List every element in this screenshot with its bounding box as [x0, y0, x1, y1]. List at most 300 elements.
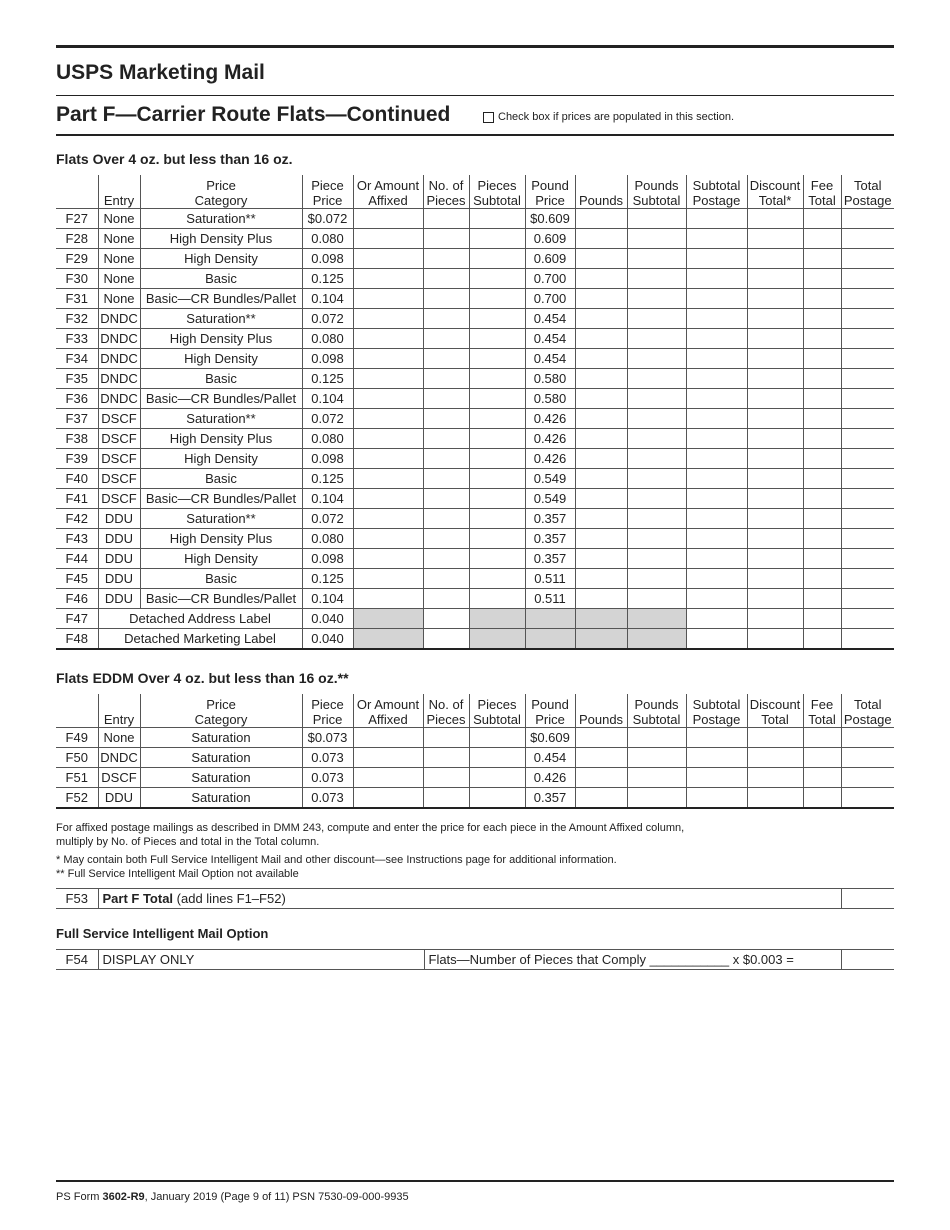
pounds-input[interactable] [575, 788, 627, 809]
amount-affixed-input[interactable] [353, 569, 423, 589]
label-category-cell: Detached Marketing Label [98, 629, 302, 650]
fee-total-input[interactable] [803, 728, 841, 748]
pieces-subtotal-input[interactable] [469, 768, 525, 788]
no-of-pieces-input[interactable] [423, 509, 469, 529]
discount-total-input[interactable] [747, 569, 803, 589]
subtotal-postage-input[interactable] [686, 489, 747, 509]
pieces-subtotal-input[interactable] [469, 309, 525, 329]
piece-price-cell: $0.072 [302, 209, 353, 229]
price-category-cell: Basic [140, 569, 302, 589]
pieces-subtotal-input[interactable] [469, 489, 525, 509]
column-header: Pounds Subtotal [627, 175, 686, 209]
part-total-input[interactable] [841, 889, 894, 909]
fee-total-input[interactable] [803, 329, 841, 349]
piece-price-cell: 0.073 [302, 768, 353, 788]
pounds-input[interactable] [575, 748, 627, 768]
pound-price-cell: 0.426 [525, 409, 575, 429]
pieces-subtotal-input[interactable] [469, 289, 525, 309]
pounds-input[interactable] [575, 369, 627, 389]
entry-cell: DSCF [98, 489, 140, 509]
piece-price-cell: 0.104 [302, 589, 353, 609]
divider [56, 95, 894, 96]
subtotal-postage-input[interactable] [686, 249, 747, 269]
no-of-pieces-input[interactable] [423, 529, 469, 549]
line-number: F32 [56, 309, 98, 329]
no-of-pieces-input[interactable] [423, 768, 469, 788]
piece-price-cell: 0.080 [302, 329, 353, 349]
pieces-subtotal-input[interactable] [469, 389, 525, 409]
pounds-input[interactable] [575, 768, 627, 788]
pounds-subtotal-input[interactable] [627, 469, 686, 489]
no-of-pieces-input[interactable] [423, 429, 469, 449]
amount-affixed-input[interactable] [353, 549, 423, 569]
fee-total-input[interactable] [803, 489, 841, 509]
affixed-note-line: multiply by No. of Pieces and total in the Total column. [56, 836, 320, 848]
line-number: F43 [56, 529, 98, 549]
pound-price-cell: $0.609 [525, 728, 575, 748]
subtotal-postage-input[interactable] [686, 389, 747, 409]
total-postage-input[interactable] [841, 289, 894, 309]
discount-total-input[interactable] [747, 509, 803, 529]
no-of-pieces-input[interactable] [423, 289, 469, 309]
total-postage-input[interactable] [841, 329, 894, 349]
pounds-subtotal-input[interactable] [627, 549, 686, 569]
fee-total-input[interactable] [803, 369, 841, 389]
discount-total-input[interactable] [747, 229, 803, 249]
pieces-subtotal-input[interactable] [469, 429, 525, 449]
pounds-input[interactable] [575, 409, 627, 429]
total-postage-input[interactable] [841, 788, 894, 809]
no-of-pieces-input[interactable] [423, 309, 469, 329]
discount-total-input[interactable] [747, 409, 803, 429]
discount-total-input[interactable] [747, 629, 803, 650]
subtotal-postage-input[interactable] [686, 549, 747, 569]
entry-cell: None [98, 249, 140, 269]
fee-total-input[interactable] [803, 309, 841, 329]
shaded-cell [469, 629, 525, 650]
fee-total-input[interactable] [803, 589, 841, 609]
pounds-subtotal-input[interactable] [627, 409, 686, 429]
total-postage-input[interactable] [841, 748, 894, 768]
pounds-input[interactable] [575, 449, 627, 469]
column-header: Subtotal Postage [686, 175, 747, 209]
pieces-subtotal-input[interactable] [469, 369, 525, 389]
fee-total-input[interactable] [803, 549, 841, 569]
total-postage-input[interactable] [841, 509, 894, 529]
price-category-cell: Basic—CR Bundles/Pallet [140, 289, 302, 309]
no-of-pieces-input[interactable] [423, 748, 469, 768]
discount-total-input[interactable] [747, 489, 803, 509]
amount-affixed-input[interactable] [353, 309, 423, 329]
discount-total-input[interactable] [747, 748, 803, 768]
no-of-pieces-input[interactable] [423, 269, 469, 289]
total-postage-input[interactable] [841, 529, 894, 549]
pieces-subtotal-input[interactable] [469, 549, 525, 569]
pounds-input[interactable] [575, 209, 627, 229]
pounds-input[interactable] [575, 229, 627, 249]
subtotal-postage-input[interactable] [686, 609, 747, 629]
discount-total-input[interactable] [747, 469, 803, 489]
amount-affixed-input[interactable] [353, 329, 423, 349]
flats-table [56, 175, 894, 650]
pieces-subtotal-input[interactable] [469, 449, 525, 469]
pounds-input[interactable] [575, 529, 627, 549]
pounds-subtotal-input[interactable] [627, 329, 686, 349]
total-postage-input[interactable] [841, 549, 894, 569]
amount-affixed-input[interactable] [353, 269, 423, 289]
subtotal-postage-input[interactable] [686, 289, 747, 309]
subtotal-postage-input[interactable] [686, 529, 747, 549]
subtotal-postage-input[interactable] [686, 269, 747, 289]
no-of-pieces-input[interactable] [423, 329, 469, 349]
fee-total-input[interactable] [803, 249, 841, 269]
pieces-subtotal-input[interactable] [469, 229, 525, 249]
line-number: F47 [56, 609, 98, 629]
pounds-input[interactable] [575, 329, 627, 349]
no-of-pieces-input[interactable] [423, 469, 469, 489]
pounds-subtotal-input[interactable] [627, 369, 686, 389]
pounds-subtotal-input[interactable] [627, 209, 686, 229]
no-of-pieces-input[interactable] [423, 449, 469, 469]
pounds-input[interactable] [575, 289, 627, 309]
amount-affixed-input[interactable] [353, 369, 423, 389]
no-of-pieces-input[interactable] [423, 409, 469, 429]
pounds-subtotal-input[interactable] [627, 289, 686, 309]
total-postage-input[interactable] [841, 469, 894, 489]
amount-affixed-input[interactable] [353, 289, 423, 309]
total-postage-input[interactable] [841, 429, 894, 449]
amount-affixed-input[interactable] [353, 209, 423, 229]
amount-affixed-input[interactable] [353, 589, 423, 609]
discount-total-input[interactable] [747, 349, 803, 369]
discount-total-input[interactable] [747, 309, 803, 329]
total-postage-input[interactable] [841, 209, 894, 229]
line-number: F28 [56, 229, 98, 249]
entry-cell: None [98, 229, 140, 249]
fee-total-input[interactable] [803, 289, 841, 309]
total-postage-input[interactable] [841, 229, 894, 249]
discount-total-input[interactable] [747, 768, 803, 788]
line-number: F48 [56, 629, 98, 650]
table-row [56, 549, 894, 569]
pounds-subtotal-input[interactable] [627, 728, 686, 748]
subtotal-postage-input[interactable] [686, 329, 747, 349]
pounds-subtotal-input[interactable] [627, 529, 686, 549]
pounds-subtotal-input[interactable] [627, 309, 686, 329]
pounds-input[interactable] [575, 429, 627, 449]
no-of-pieces-input[interactable] [423, 609, 469, 629]
line-number: F54 [56, 950, 98, 970]
discount-total-input[interactable] [747, 728, 803, 748]
subtotal-postage-input[interactable] [686, 629, 747, 650]
total-postage-input[interactable] [841, 409, 894, 429]
total-postage-input[interactable] [841, 249, 894, 269]
amount-affixed-input[interactable] [353, 229, 423, 249]
subtotal-postage-input[interactable] [686, 509, 747, 529]
subtotal-postage-input[interactable] [686, 569, 747, 589]
column-header: Total Postage [841, 175, 894, 209]
piece-price-cell: 0.104 [302, 289, 353, 309]
total-postage-input[interactable] [841, 569, 894, 589]
pounds-subtotal-input[interactable] [627, 589, 686, 609]
subtotal-postage-input[interactable] [686, 309, 747, 329]
pieces-subtotal-input[interactable] [469, 728, 525, 748]
amount-affixed-input[interactable] [353, 449, 423, 469]
part-checkbox-group[interactable] [483, 111, 734, 123]
pounds-subtotal-input[interactable] [627, 449, 686, 469]
pounds-subtotal-input[interactable] [627, 429, 686, 449]
pieces-subtotal-input[interactable] [469, 788, 525, 809]
amount-affixed-input[interactable] [353, 768, 423, 788]
no-of-pieces-input[interactable] [423, 349, 469, 369]
fsim-rate: x $0.003 = [729, 952, 794, 967]
discount-total-input[interactable] [747, 529, 803, 549]
subtotal-postage-input[interactable] [686, 589, 747, 609]
column-header [56, 694, 98, 728]
fee-total-input[interactable] [803, 429, 841, 449]
entry-cell: DDU [98, 788, 140, 809]
fee-total-input[interactable] [803, 349, 841, 369]
discount-total-input[interactable] [747, 389, 803, 409]
no-of-pieces-input[interactable] [423, 209, 469, 229]
discount-total-input[interactable] [747, 609, 803, 629]
fee-total-input[interactable] [803, 469, 841, 489]
pounds-subtotal-input[interactable] [627, 569, 686, 589]
amount-affixed-input[interactable] [353, 489, 423, 509]
footer-prefix: PS Form [56, 1191, 103, 1203]
column-header: Pound Price [525, 175, 575, 209]
pounds-input[interactable] [575, 309, 627, 329]
total-postage-input[interactable] [841, 489, 894, 509]
total-postage-input[interactable] [841, 589, 894, 609]
fee-total-input[interactable] [803, 269, 841, 289]
fee-total-input[interactable] [803, 509, 841, 529]
fee-total-input[interactable] [803, 569, 841, 589]
pounds-input[interactable] [575, 249, 627, 269]
table-row [56, 748, 894, 768]
price-category-cell: High Density Plus [140, 529, 302, 549]
divider [56, 134, 894, 136]
pieces-subtotal-input[interactable] [469, 249, 525, 269]
subtotal-postage-input[interactable] [686, 788, 747, 809]
fee-total-input[interactable] [803, 788, 841, 809]
column-header: Pieces Subtotal [469, 694, 525, 728]
fee-total-input[interactable] [803, 229, 841, 249]
total-postage-input[interactable] [841, 269, 894, 289]
pounds-subtotal-input[interactable] [627, 509, 686, 529]
subtotal-postage-input[interactable] [686, 469, 747, 489]
column-header: Pounds [575, 175, 627, 209]
pieces-subtotal-input[interactable] [469, 569, 525, 589]
pounds-input[interactable] [575, 549, 627, 569]
fee-total-input[interactable] [803, 389, 841, 409]
line-number: F29 [56, 249, 98, 269]
shaded-cell [353, 629, 423, 650]
prices-populated-checkbox[interactable] [483, 112, 494, 123]
amount-affixed-input[interactable] [353, 429, 423, 449]
discount-total-input[interactable] [747, 329, 803, 349]
entry-cell: DNDC [98, 389, 140, 409]
discount-total-input[interactable] [747, 289, 803, 309]
subtotal-postage-input[interactable] [686, 768, 747, 788]
pounds-subtotal-input[interactable] [627, 748, 686, 768]
fee-total-input[interactable] [803, 748, 841, 768]
price-category-cell: Basic—CR Bundles/Pallet [140, 589, 302, 609]
subtotal-postage-input[interactable] [686, 429, 747, 449]
amount-affixed-input[interactable] [353, 249, 423, 269]
column-header: Or Amount Affixed [353, 694, 423, 728]
line-number: F41 [56, 489, 98, 509]
pieces-subtotal-input[interactable] [469, 349, 525, 369]
entry-cell: DNDC [98, 349, 140, 369]
pounds-subtotal-input[interactable] [627, 489, 686, 509]
table2-heading: Flats EDDM Over 4 oz. but less than 16 oz.** [56, 670, 349, 686]
shaded-cell [525, 629, 575, 650]
total-postage-input[interactable] [841, 309, 894, 329]
no-of-pieces-input[interactable] [423, 389, 469, 409]
total-postage-input[interactable] [841, 728, 894, 748]
no-of-pieces-input[interactable] [423, 369, 469, 389]
amount-affixed-input[interactable] [353, 389, 423, 409]
subtotal-postage-input[interactable] [686, 748, 747, 768]
table1-heading: Flats Over 4 oz. but less than 16 oz. [56, 151, 293, 167]
discount-total-input[interactable] [747, 249, 803, 269]
discount-total-input[interactable] [747, 449, 803, 469]
subtotal-postage-input[interactable] [686, 229, 747, 249]
pieces-subtotal-input[interactable] [469, 509, 525, 529]
subtotal-postage-input[interactable] [686, 349, 747, 369]
pounds-input[interactable] [575, 489, 627, 509]
part-total-row [56, 888, 894, 909]
line-number: F46 [56, 589, 98, 609]
pounds-input[interactable] [575, 469, 627, 489]
fee-total-input[interactable] [803, 768, 841, 788]
line-number: F35 [56, 369, 98, 389]
bottom-rule [56, 1180, 894, 1182]
pieces-subtotal-input[interactable] [469, 748, 525, 768]
no-of-pieces-input[interactable] [423, 229, 469, 249]
line-number: F37 [56, 409, 98, 429]
pieces-subtotal-input[interactable] [469, 529, 525, 549]
piece-price-cell: 0.073 [302, 788, 353, 809]
entry-cell: DSCF [98, 409, 140, 429]
pound-price-cell: 0.511 [525, 589, 575, 609]
fee-total-input[interactable] [803, 449, 841, 469]
total-postage-input[interactable] [841, 609, 894, 629]
fee-total-input[interactable] [803, 409, 841, 429]
subtotal-postage-input[interactable] [686, 449, 747, 469]
pound-price-cell: 0.357 [525, 509, 575, 529]
discount-total-input[interactable] [747, 589, 803, 609]
amount-affixed-input[interactable] [353, 349, 423, 369]
line-number: F27 [56, 209, 98, 229]
pounds-input[interactable] [575, 728, 627, 748]
pounds-input[interactable] [575, 509, 627, 529]
pounds-input[interactable] [575, 269, 627, 289]
pounds-subtotal-input[interactable] [627, 269, 686, 289]
pound-price-cell: 0.549 [525, 489, 575, 509]
column-header: Fee Total [803, 694, 841, 728]
pounds-subtotal-input[interactable] [627, 389, 686, 409]
pounds-input[interactable] [575, 589, 627, 609]
fee-total-input[interactable] [803, 609, 841, 629]
pieces-subtotal-input[interactable] [469, 469, 525, 489]
discount-total-input[interactable] [747, 369, 803, 389]
total-postage-input[interactable] [841, 349, 894, 369]
price-category-cell: Saturation [140, 748, 302, 768]
amount-affixed-input[interactable] [353, 748, 423, 768]
amount-affixed-input[interactable] [353, 469, 423, 489]
subtotal-postage-input[interactable] [686, 728, 747, 748]
fee-total-input[interactable] [803, 209, 841, 229]
amount-affixed-input[interactable] [353, 529, 423, 549]
amount-affixed-input[interactable] [353, 509, 423, 529]
piece-price-cell: 0.098 [302, 349, 353, 369]
no-of-pieces-input[interactable] [423, 629, 469, 650]
table-row [56, 509, 894, 529]
discount-total-input[interactable] [747, 788, 803, 809]
price-category-cell: Basic [140, 269, 302, 289]
no-of-pieces-input[interactable] [423, 728, 469, 748]
pieces-subtotal-input[interactable] [469, 329, 525, 349]
pounds-subtotal-input[interactable] [627, 788, 686, 809]
table-row [56, 289, 894, 309]
discount-total-input[interactable] [747, 269, 803, 289]
no-of-pieces-input[interactable] [423, 249, 469, 269]
pound-price-cell: 0.609 [525, 249, 575, 269]
subtotal-postage-input[interactable] [686, 209, 747, 229]
discount-total-input[interactable] [747, 209, 803, 229]
pounds-input[interactable] [575, 569, 627, 589]
fee-total-input[interactable] [803, 529, 841, 549]
total-postage-input[interactable] [841, 768, 894, 788]
pieces-subtotal-input[interactable] [469, 209, 525, 229]
pounds-input[interactable] [575, 389, 627, 409]
pieces-subtotal-input[interactable] [469, 589, 525, 609]
total-postage-input[interactable] [841, 629, 894, 650]
amount-affixed-input[interactable] [353, 728, 423, 748]
pounds-subtotal-input[interactable] [627, 229, 686, 249]
pieces-subtotal-input[interactable] [469, 269, 525, 289]
pounds-subtotal-input[interactable] [627, 768, 686, 788]
discount-total-input[interactable] [747, 429, 803, 449]
no-of-pieces-input[interactable] [423, 489, 469, 509]
discount-total-input[interactable] [747, 549, 803, 569]
fee-total-input[interactable] [803, 629, 841, 650]
no-of-pieces-input[interactable] [423, 549, 469, 569]
amount-affixed-input[interactable] [353, 788, 423, 809]
pounds-input[interactable] [575, 349, 627, 369]
total-postage-input[interactable] [841, 449, 894, 469]
piece-price-cell: 0.072 [302, 409, 353, 429]
piece-price-cell: 0.080 [302, 229, 353, 249]
part-total-label [98, 889, 841, 909]
total-postage-input[interactable] [841, 369, 894, 389]
no-of-pieces-input[interactable] [423, 569, 469, 589]
amount-affixed-input[interactable] [353, 409, 423, 429]
subtotal-postage-input[interactable] [686, 369, 747, 389]
no-of-pieces-input[interactable] [423, 788, 469, 809]
entry-cell: DNDC [98, 309, 140, 329]
no-of-pieces-input[interactable] [423, 589, 469, 609]
fsim-total-input[interactable] [841, 950, 894, 970]
subtotal-postage-input[interactable] [686, 409, 747, 429]
pounds-subtotal-input[interactable] [627, 249, 686, 269]
pounds-subtotal-input[interactable] [627, 349, 686, 369]
pieces-subtotal-input[interactable] [469, 409, 525, 429]
table-row [56, 209, 894, 229]
total-postage-input[interactable] [841, 389, 894, 409]
